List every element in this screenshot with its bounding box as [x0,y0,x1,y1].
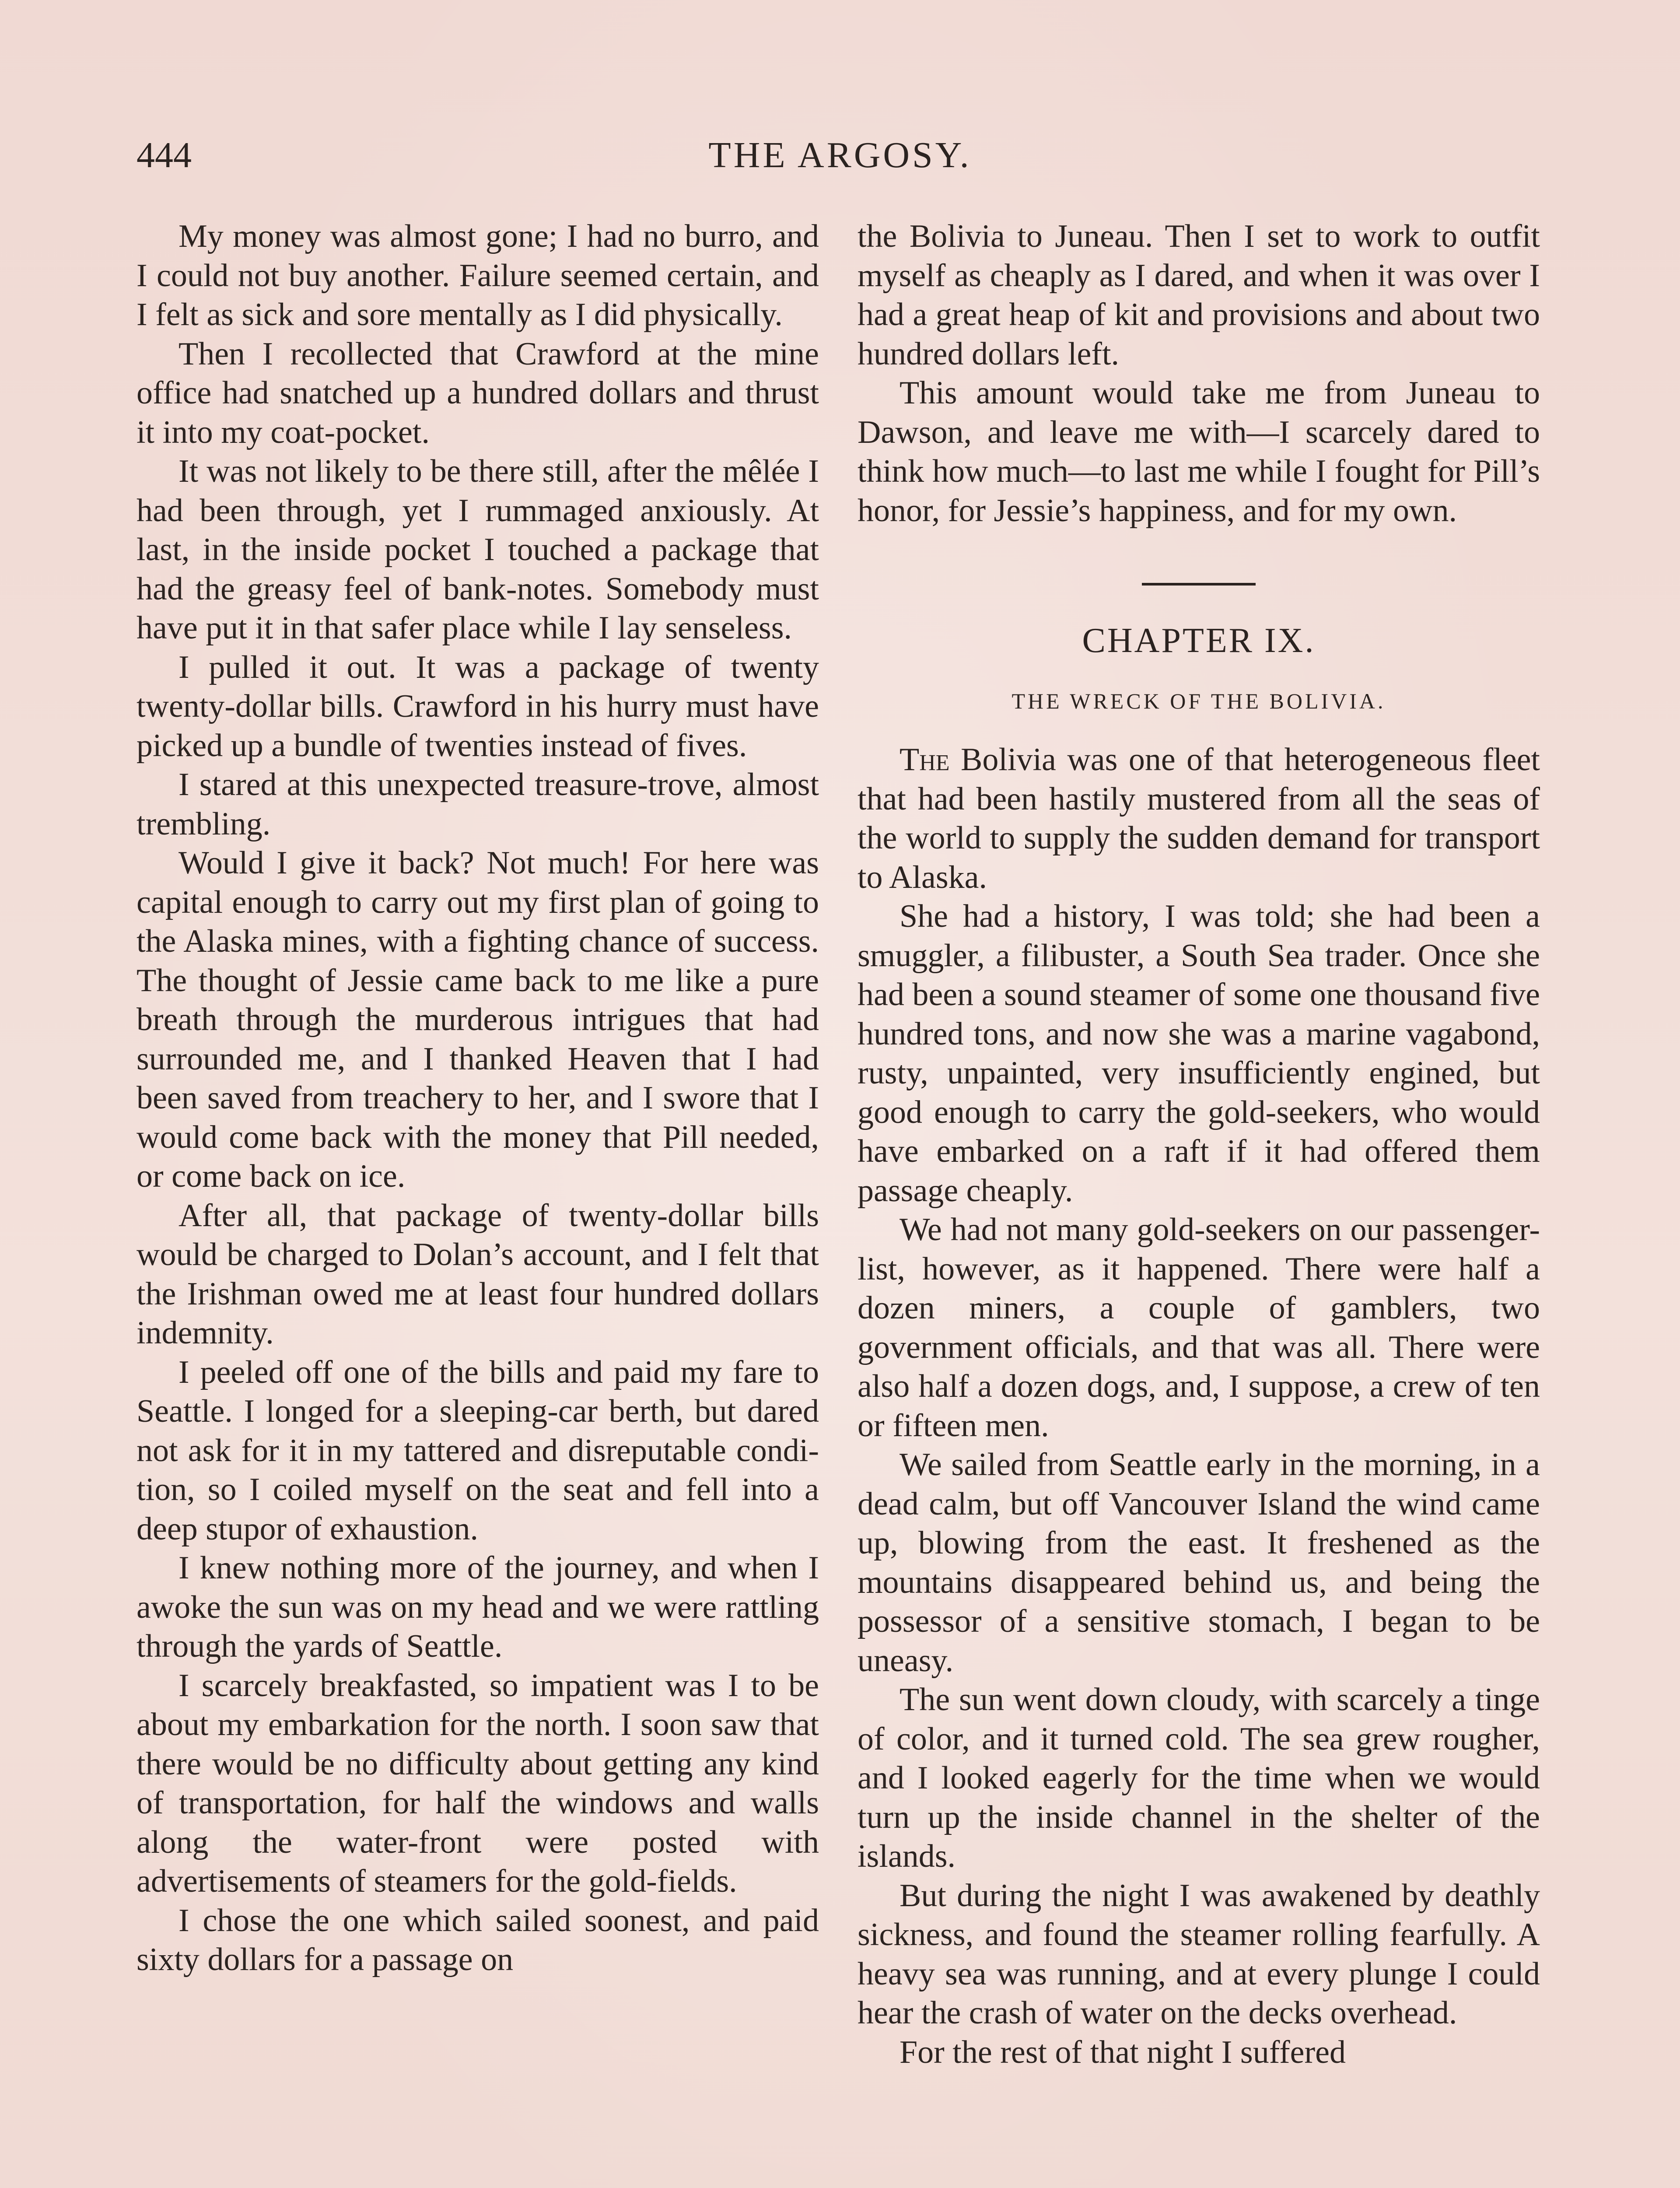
left-column [136,217,819,1980]
paragraph: I pulled it out. It was a package of twenty twenty-dollar bills. Crawford in his hurry must have picked up a bundle of twenties instead of fives. [136,649,819,764]
paragraph: My money was almost gone; I had no burro, and I could not buy another. Failure seemed certain, and I felt as sick and sore mentally as I did physically. [136,218,819,333]
paragraph: Would I give it back? Not much! For here was capital enough to carry out my first plan of going to the Alaska mines, with a fighting chance of success. The thought of Jessie came back to me like a pure breath through the murderous intrigues that had surrounded me, and I thanked Heaven that I had been saved from treachery to her, and I swore that I would come back with the money that Pill needed, or come back on ice. [136,845,819,1194]
right-column [858,217,1540,2072]
running-head [136,131,1544,179]
paragraph: We sailed from Seattle early in the morning, in a dead calm, but off Vancouver Island the wind came up, blowing from the east. It freshened as the mountains disappeared behind us, and being the possessor of a sensitive stomach, I began to be uneasy. [858,1447,1540,1679]
paragraph: I peeled off one of the bills and paid my fare to Seattle. I longed for a sleeping-car berth, but dared not ask for it in my tattered and disreputable condition, so I coiled myself on the seat and fell into a deep stupor of exhaustion. [136,1354,819,1547]
paragraph: I scarcely breakfasted, so impatient was I to be about my embarkation for the north. I soon saw that there would be no difficulty about getting any kind of transportation, for half the windows and walls along the water-front were posted with advertisements of steamers for the gold-fields. [136,1667,819,1899]
paragraph: For the rest of that night I suffered [900,2034,1346,2070]
paragraph: I stared at this unexpected treasure-trove, almost trembling. [136,767,819,842]
chapter-opening-paragraph [858,740,1540,897]
chapter-opening-text: Bolivia was one of that heterogeneous fleet that had been hastily mustered from all the seas of the world to supply the sudden demand for transport to Alaska. [858,742,1540,895]
paragraph: It was not likely to be there still, after the mêlée I had been through, yet I rummaged anxiously. At last, in the inside pocket I touched a package that had the greasy feel of bank-notes. Somebody must have put it in that safer place while I lay senseless. [136,453,819,646]
chapter-heading: CHAPTER IX. [1082,621,1316,660]
page-number: 444 [136,135,192,175]
paragraph: Then I recollected that Crawford at the mine office had snatched up a hundred dollars and thrust it into my coat-pocket. [136,336,819,450]
paragraph: I chose the one which sailed soonest, and paid sixty dollars for a passage on [136,1902,819,1978]
chapter-divider-rule [1142,583,1256,586]
chapter-opening-word: The [900,742,950,778]
paragraph: The sun went down cloudy, with scarcely a tinge of color, and it turned cold. The sea grew rougher, and I looked eagerly for the time when we would turn up the inside channel in the shelter of the islands. [858,1682,1540,1874]
chapter-subtitle: THE WRECK OF THE BOLIVIA. [1012,689,1386,713]
magazine-title: THE ARGOSY. [708,135,972,175]
paragraph: After all, that package of twenty-dollar bills would be charged to Dolan’s account, and I felt that the Irishman owed me at least four hundred dollars indemnity. [136,1197,819,1351]
paragraph: I knew nothing more of the journey, and when I awoke the sun was on my head and we were rattling through the yards of Seattle. [136,1550,819,1664]
paragraph: But during the night I was awakened by deathly sickness, and found the steamer rolling fearfully. A heavy sea was running, and at every plunge I could hear the crash of water on the decks overhead. [858,1877,1540,2031]
paragraph: This amount would take me from Juneau to Dawson, and leave me with—I scarcely dared to think how much—to last me while I fought for Pill’s honor, for Jessie’s happiness, and for my own. [858,375,1540,529]
paragraph: We had not many gold-seekers on our passenger-list, however, as it happened. There were half a dozen miners, a couple of gamblers, two government officials, and that was all. There were also half a dozen dogs, and, I suppose, a crew of ten or fifteen men. [858,1212,1540,1444]
paragraph: She had a history, I was told; she had been a smuggler, a filibuster, a South Sea trader. Once she had been a sound steamer of some one thousand five hundred tons, and now she was a marine vagabond, rusty, unpainted, very insufficiently engined, but good enough to carry the gold-seekers, who would have embarked on a raft if it had offered them passage cheaply. [858,898,1540,1209]
paragraph-continuation: the Bolivia to Juneau. Then I set to work to outfit myself as cheaply as I dared, and when it was over I had a great heap of kit and provisions and about two hundred dollars left. [858,218,1540,372]
